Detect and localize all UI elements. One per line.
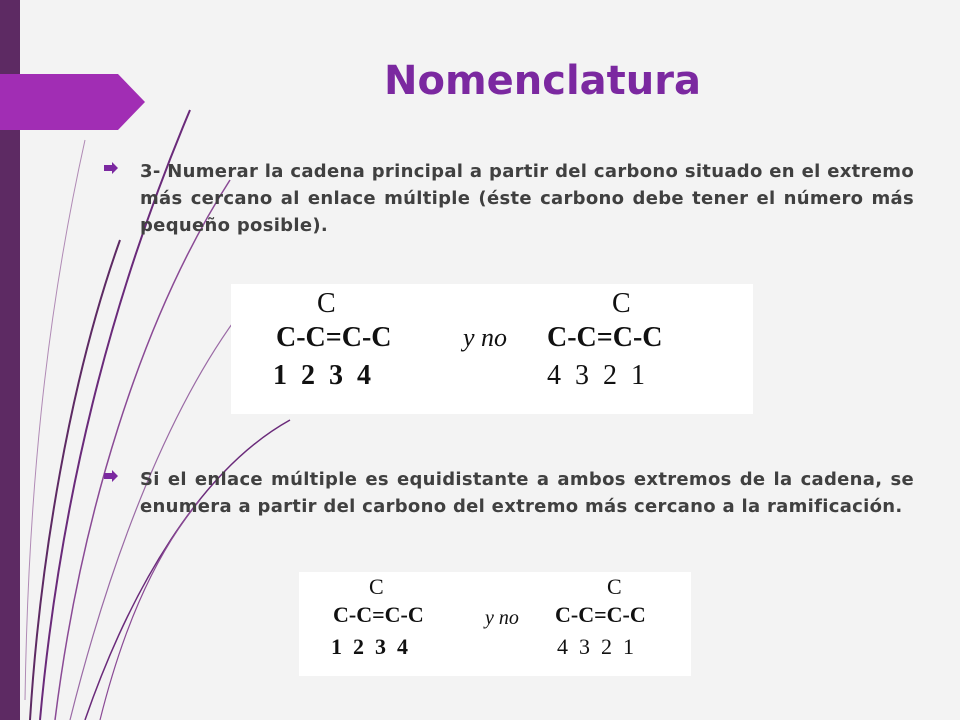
- formula-left-branch: C: [369, 574, 384, 599]
- bullet-text: 3- Numerar la cadena principal a partir del carbono situado en el extremo más cercano al enlace múltiple (éste carbono debe tener el número más pequeño posible).: [140, 161, 914, 236]
- slide-title: Nomenclatura: [384, 58, 701, 104]
- formula-left-chain: C-C=C-C: [276, 322, 392, 353]
- formula-right-numbers: 4 3 2 1: [547, 360, 645, 391]
- formula-right-chain: C-C=C-C: [555, 602, 646, 627]
- bullet-text: Si el enlace múltiple es equidistante a ambos extremos de la cadena, se enumera a partir del carbono del extremo más cercano a la ramificación.: [140, 469, 914, 517]
- formula-right-branch: C: [607, 574, 622, 599]
- arrow-bullet-icon: [104, 162, 118, 174]
- title-arrow-shape: [0, 74, 145, 130]
- formula-left-numbers: 1 2 3 4: [273, 360, 371, 391]
- formula-image-1: [231, 284, 753, 414]
- formula-left-numbers: 1 2 3 4: [331, 634, 408, 659]
- formula-left-chain: C-C=C-C: [333, 602, 424, 627]
- formula-connector: y no: [463, 323, 508, 352]
- bullet-item-numbering: [104, 158, 914, 239]
- arrow-bullet-icon: [104, 470, 118, 482]
- formula-left-branch: C: [317, 288, 336, 319]
- formula-right-chain: C-C=C-C: [547, 322, 663, 353]
- formula-connector: y no: [485, 607, 519, 629]
- formula-image-2: [299, 572, 691, 676]
- formula-right-branch: C: [612, 288, 631, 319]
- bullet-item-equidistant: [104, 466, 914, 520]
- formula-right-numbers: 4 3 2 1: [557, 634, 634, 659]
